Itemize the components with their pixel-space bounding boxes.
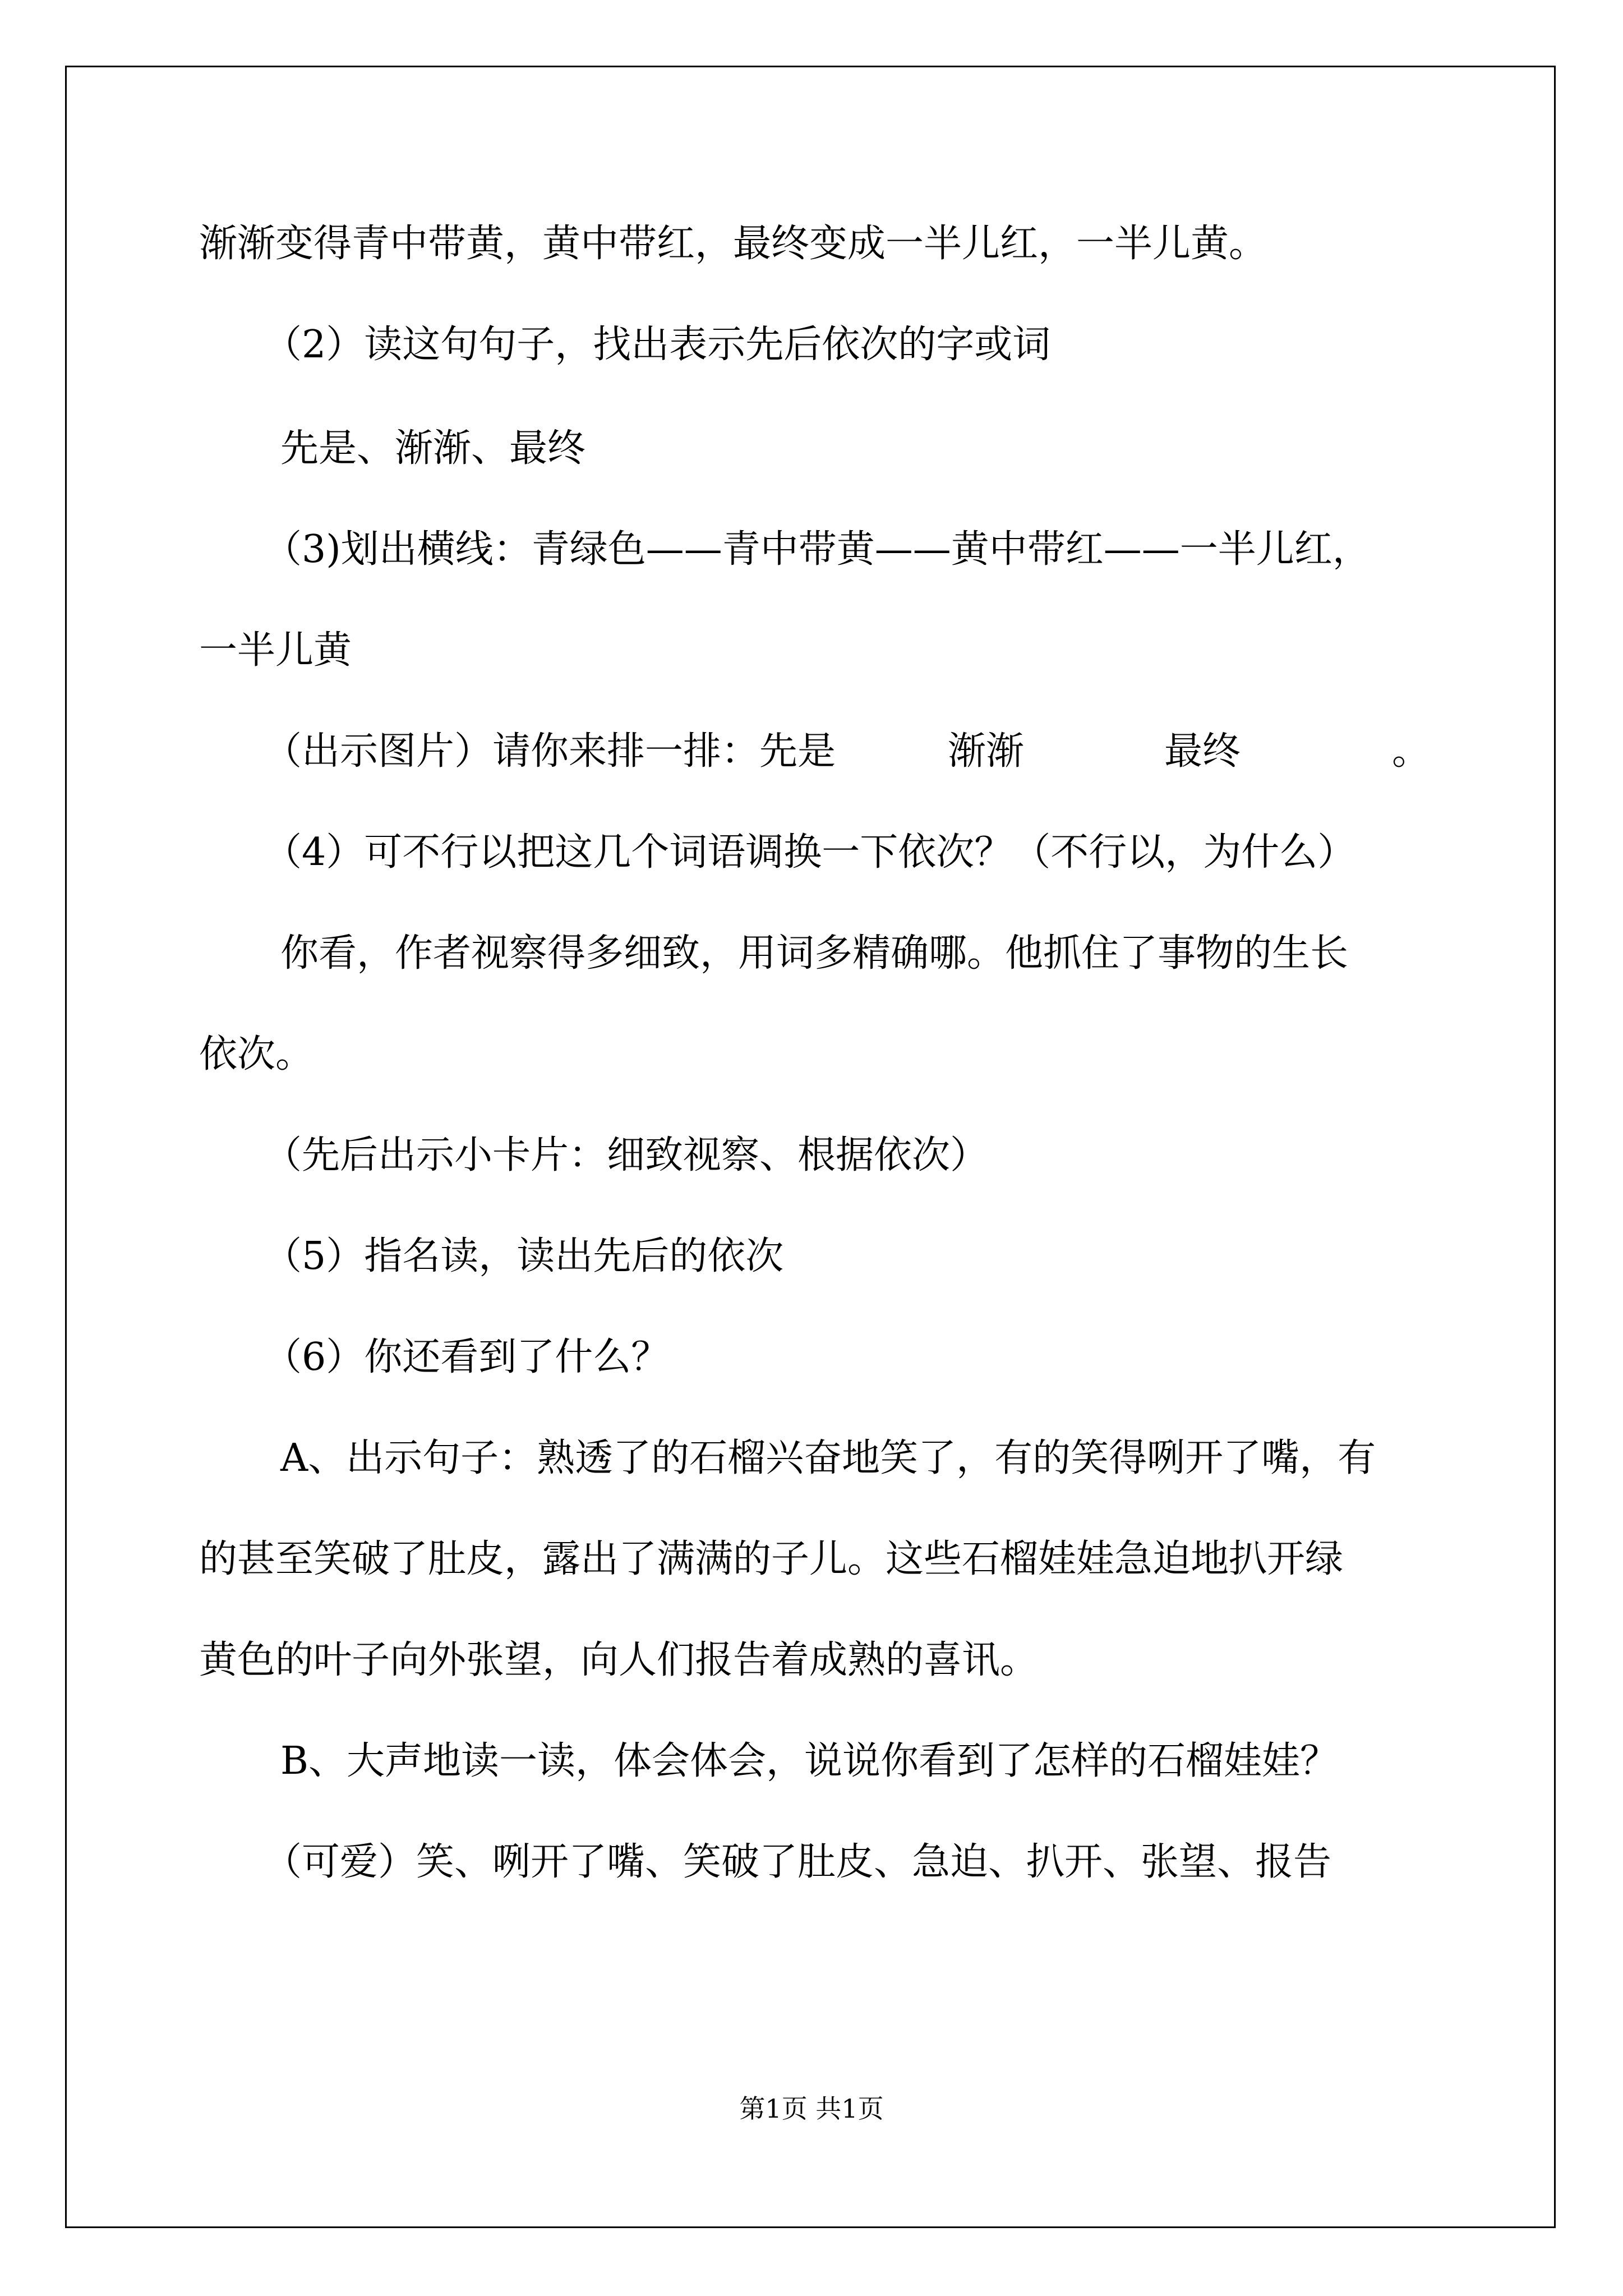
text-line-5: 一半儿黄: [199, 628, 352, 673]
page-footer: 第1页 共1页: [739, 2093, 884, 2124]
text-line-11: （5）指名读，读出先后的依次: [264, 1234, 784, 1278]
text-line-15: 黄色的叶子向外张望，向人们报告着成熟的喜讯。: [199, 1638, 1039, 1682]
text-line-2: （2）读这句句子，找出表示先后依次的字或词: [264, 323, 1051, 367]
text-line-8: 你看，作者视察得多细致，用词多精确哪。他抓住了事物的生长: [280, 931, 1349, 976]
text-line-7: （4）可不行以把这几个词语调换一下依次？（不行以，为什么）: [264, 830, 1356, 875]
text-line-12: （6）你还看到了什么？: [264, 1335, 670, 1379]
text-line-16: B、大声地读一读，体会体会，说说你看到了怎样的石榴娃娃？: [280, 1739, 1338, 1783]
text-line-4: （3)划出横线：青绿色——青中带黄——黄中带红——一半儿红，: [264, 527, 1371, 572]
text-line-10: （先后出示小卡片：细致视察、根据依次）: [264, 1133, 989, 1177]
text-line-14: 的甚至笑破了肚皮，露出了满满的子儿。这些石榴娃娃急迫地扒开绿: [199, 1537, 1344, 1581]
text-line-6: [264, 726, 1430, 777]
fill-in-word-3: 最终: [1164, 729, 1241, 774]
text-line-1: 渐渐变得青中带黄，黄中带红，最终变成一半儿红，一半儿黄。: [199, 222, 1267, 266]
fill-in-prompt: （出示图片）请你来排一排：先是: [264, 729, 836, 774]
fill-in-word-2: 渐渐: [948, 729, 1025, 774]
fill-in-end: 。: [1392, 729, 1431, 774]
text-line-3: 先是、渐渐、最终: [280, 426, 586, 471]
text-line-17: （可爱）笑、咧开了嘴、笑破了肚皮、急迫、扒开、张望、报告: [264, 1840, 1332, 1884]
text-line-13: A、出示句子：熟透了的石榴兴奋地笑了，有的笑得咧开了嘴，有: [280, 1436, 1376, 1480]
text-line-9: 依次。: [199, 1032, 314, 1076]
